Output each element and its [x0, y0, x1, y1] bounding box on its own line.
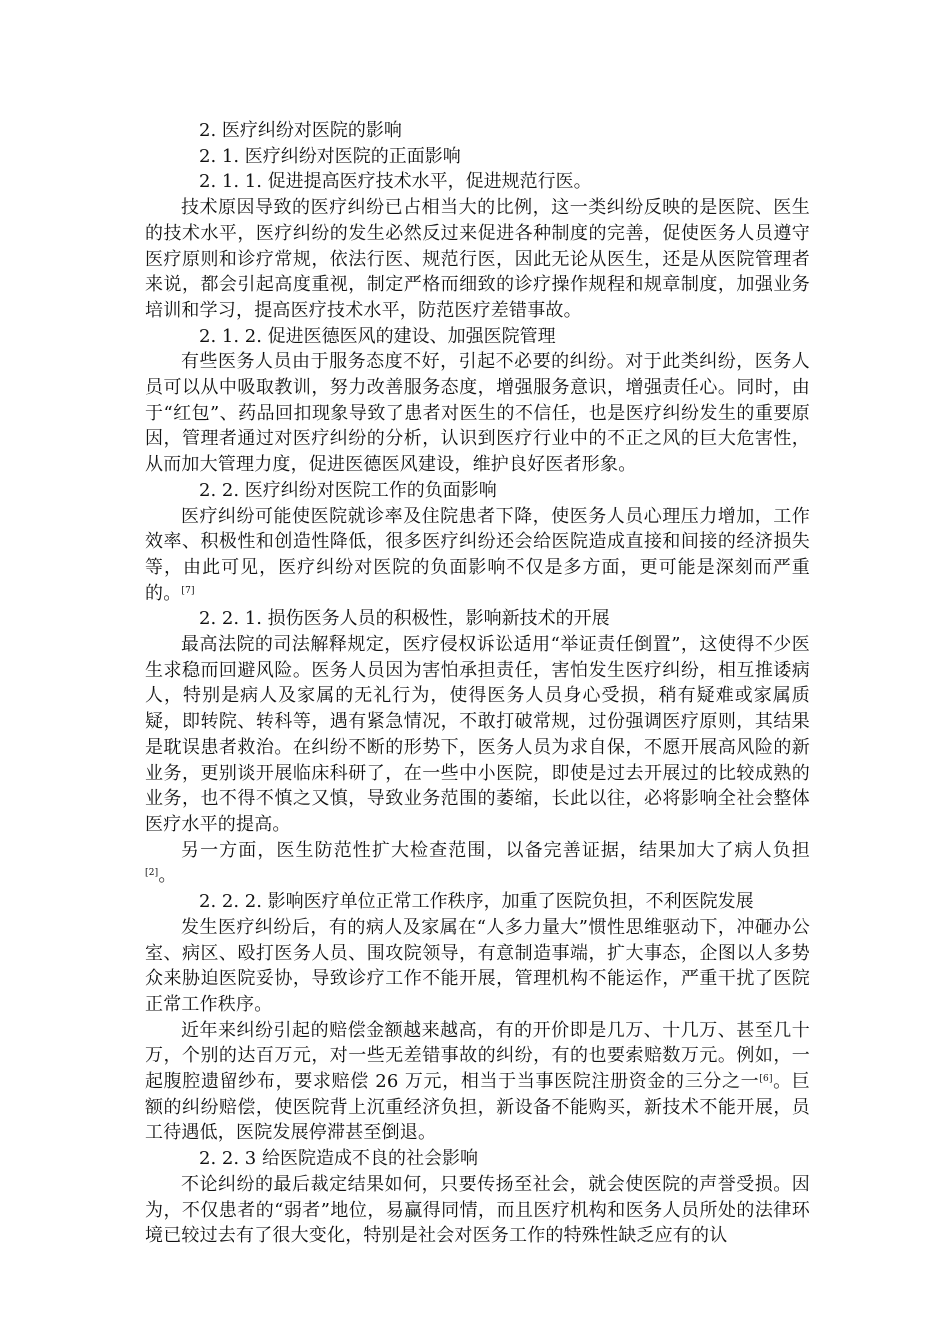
subsubsection-heading: 2. 2. 3 给医院造成不良的社会影响 [199, 1148, 478, 1170]
paragraph: 技术原因导致的医疗纠纷已占相当大的比例，这一类纠纷反映的是医院、医生的技术水平，医疗纠纷的发生必然反过来促进各种制度的完善，促使医务人员遵守医疗原则和诊疗常规，依法行医、规范行医，因此无论从医生，还是从医院管理者来说，都会引起高度重视，制定严格而细致的诊疗操作规程和规章制度，加强业务培训和学习，提高医疗技术水平，防范医疗差错事故。 [145, 197, 810, 321]
paragraph [145, 838, 810, 889]
paragraph: 最高法院的司法解释规定，医疗侵权诉讼适用“举证责任倒置”，这使得不少医生求稳而回避风险。医务人员因为害怕承担责任，害怕发生医疗纠纷，相互推诿病人，特别是病人及家属的无礼行为，使得医务人员身心受损，稍有疑难或家属质疑，即转院、转科等，遇有紧急情况，不敢打破常规，过份强调医疗原则，其结果是耽误患者救治。在纠纷不断的形势下，医务人员为求自保，不愿开展高风险的新业务，更别谈开展临床科研了，在一些中小医院，即使是过去开展过的比较成熟的业务，也不得不慎之又慎，导致业务范围的萎缩，长此以往，必将影响全社会整体医疗水平的提高。 [145, 634, 810, 835]
subsubsection-heading: 2. 1. 1. 促进提高医疗技术水平，促进规范行医。 [199, 171, 592, 193]
paragraph-text: 。 [158, 865, 177, 887]
paragraph-text: 近年来纠纷引起的赔偿金额越来越高，有的开价即是几万、十几万、甚至几十万，个别的达百万元，对一些无差错事故的纠纷，有的也要索赔数万元。例如，一起腹腔遗留纱布，要求赔偿 26 万元，相当于当事医院注册资金的三分之一 [145, 1019, 810, 1093]
citation-ref: [6] [759, 1074, 773, 1085]
subsubsection-heading: 2. 1. 2. 促进医德医风的建设、加强医院管理 [199, 325, 556, 347]
document-body [145, 118, 810, 1249]
paragraph-text: 另一方面，医生防范性扩大检查范围，以备完善证据，结果加大了病人负担 [181, 839, 810, 861]
citation-ref: [2] [145, 868, 159, 879]
subsubsection-heading: 2. 2. 1. 损伤医务人员的积极性，影响新技术的开展 [199, 608, 610, 630]
paragraph: 发生医疗纠纷后，有的病人及家属在“人多力量大”惯性思维驱动下，冲砸办公室、病区、殴打医务人员、围攻院领导，有意制造事端，扩大事态，企图以人多势众来胁迫医院妥协，导致诊疗工作不能开展，管理机构不能运作，严重干扰了医院正常工作秩序。 [145, 916, 810, 1015]
section-heading: 2. 医疗纠纷对医院的影响 [199, 120, 402, 141]
paragraph [145, 504, 810, 607]
subsubsection-heading: 2. 2. 2. 影响医疗单位正常工作秩序，加重了医院负担，不利医院发展 [199, 891, 754, 913]
paragraph [145, 1018, 810, 1147]
subsection-heading: 2. 1. 医疗纠纷对医院的正面影响 [199, 145, 461, 167]
citation-ref: [7] [181, 585, 195, 596]
paragraph-text: 医疗纠纷可能使医院就诊率及住院患者下降，使医务人员心理压力增加，工作效率、积极性和创造性降低，很多医疗纠纷还会给医院造成直接和间接的经济损失等，由此可见，医疗纠纷对医院的负面影响不仅是多方面，更可能是深刻而严重的。 [145, 505, 810, 604]
paragraph-text: 。巨额的纠纷赔偿，使医院背上沉重经济负担，新设备不能购买，新技术不能开展，员工待遇低，医院发展停滞甚至倒退。 [145, 1071, 810, 1144]
paragraph: 有些医务人员由于服务态度不好，引起不必要的纠纷。对于此类纠纷，医务人员可以从中吸取教训，努力改善服务态度，增强服务意识，增强责任心。同时，由于“红包”、药品回扣现象导致了患者对医生的不信任，也是医疗纠纷发生的重要原因，管理者通过对医疗纠纷的分析，认识到医疗行业中的不正之风的巨大危害性，从而加大管理力度，促进医德医风建设，维护良好医者形象。 [145, 351, 810, 476]
subsection-heading: 2. 2. 医疗纠纷对医院工作的负面影响 [199, 479, 497, 501]
paragraph: 不论纠纷的最后裁定结果如何，只要传扬至社会，就会使医院的声誉受损。因为，不仅患者的“弱者”地位，易赢得同情，而且医疗机构和医务人员所处的法律环境已较过去有了很大变化，特别是社会对医务工作的特殊性缺乏应有的认 [145, 1173, 810, 1247]
